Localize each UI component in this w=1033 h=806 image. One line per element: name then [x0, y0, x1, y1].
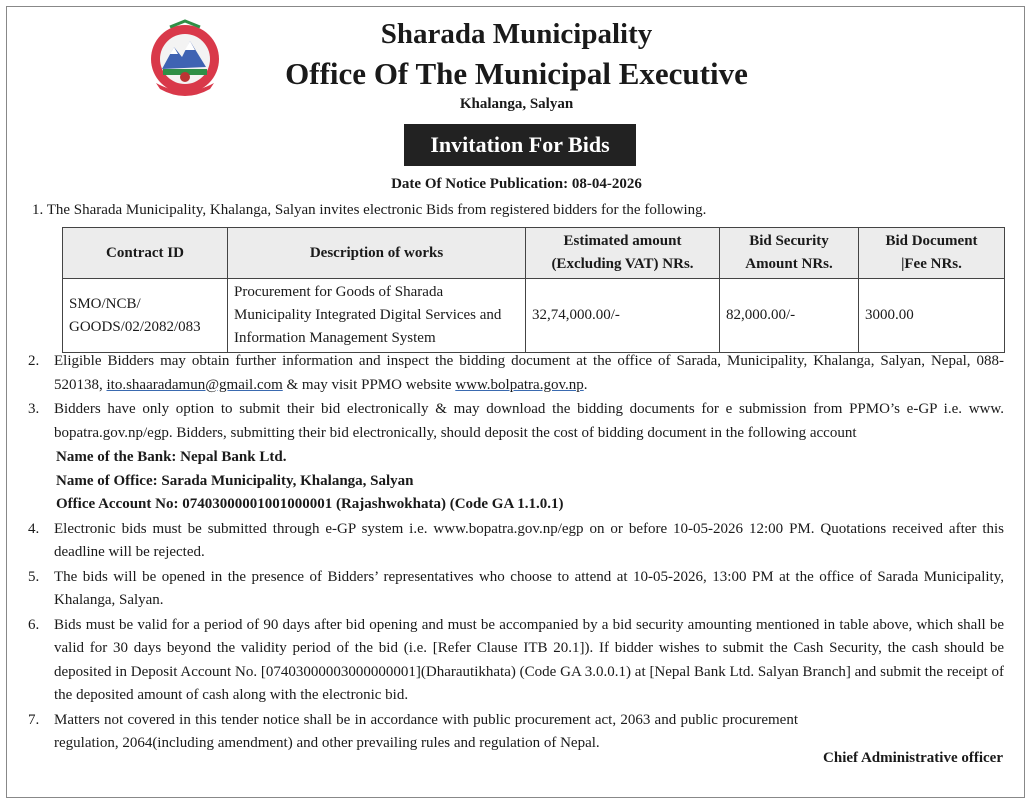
signature-title: Chief Administrative officer [823, 750, 1003, 766]
list-item: 6. Bids must be valid for a period of 90 days after bid opening and must be accompanied by a bid security amounting mentioned in table above, which shall be valid for 30 days beyond the validity period of the bid (i.e. [Refer Clause ITB 20.1]). If bidder wishes to submit the Cash Security, the cash should be deposited in Deposit Account No. [07403000003000000001](Dharautikhata) (Code GA 3.0.0.1) at [Nepal Bank Ltd. Salyan Branch] and submit the receipt of the deposited amount of cash along with the electronic bid. [28, 616, 1004, 703]
cell-security: 82,000.00/- [720, 279, 859, 353]
header-estimated: Estimated amount (Excluding VAT) NRs. [526, 228, 720, 279]
list-item: 5. The bids will be opened in the presence of Bidders’ representatives who choose to attend at 10-05-2026, 13:00 PM at the office of Sarada Municipality, Khalanga, Salyan. [28, 568, 1004, 608]
office-title: Office Of The Municipal Executive [285, 56, 748, 91]
ppmo-website-link[interactable]: www.bolpatra.gov.np [455, 376, 584, 393]
invitation-badge: Invitation For Bids [404, 124, 636, 166]
header-document-fee: Bid Document |Fee NRs. [859, 228, 1005, 279]
table-row [63, 279, 1005, 353]
cell-description: Procurement for Goods of Sharada Municipality Integrated Digital Services and Information Management System [228, 279, 526, 353]
header-bid-security: Bid Security Amount NRs. [720, 228, 859, 279]
intro-paragraph: 1. The Sharada Municipality, Khalanga, Salyan invites electronic Bids from registered bidders for the following. [32, 202, 707, 218]
cell-fee: 3000.00 [859, 279, 1005, 353]
cell-estimated: 32,74,000.00/- [526, 279, 720, 353]
publication-date: Date Of Notice Publication: 08-04-2026 [391, 176, 642, 192]
header-description: Description of works [228, 228, 526, 279]
municipality-title: Sharada Municipality [380, 18, 653, 50]
cell-contract-id: SMO/NCB/ GOODS/02/2082/083 [63, 279, 228, 353]
office-name: Name of Office: Sarada Municipality, Khalanga, Salyan [56, 472, 414, 489]
list-item: 7. Matters not covered in this tender notice shall be in accordance with public procurement act, 2063 and public procurement regulation, 2064(including amendment) and other prevailing rules and regulation of Nepal. [28, 711, 798, 751]
list-item: 2. Eligible Bidders may obtain further information and inspect the bidding document at the office of Sarada, Municipality, Khalanga, Salyan, Nepal, 088-520138, ito.shaaradamun@gmail.com & may visit PPMO website www.bolpatra.gov.np. [28, 353, 1004, 393]
list-item: 4. Electronic bids must be submitted through e-GP system i.e. www.bopatra.gov.np/egp on or before 10-05-2026 12:00 PM. Quotations received after this deadline will be rejected. [28, 520, 1004, 560]
header-contract-id: Contract ID [63, 228, 228, 279]
table-header-row [63, 228, 1005, 279]
notice-items [28, 350, 1004, 757]
email-link[interactable]: ito.shaaradamun@gmail.com [106, 376, 283, 393]
list-item: 3. Bidders have only option to submit their bid electronically & may download the bidding documents for e submission from PPMO’s e-GP i.e. www. bopatra.gov.np/egp. Bidders, submitting their bid electronically, should deposit the cost of bidding document in the following account [28, 401, 1004, 441]
bank-name: Name of the Bank: Nepal Bank Ltd. [56, 449, 287, 465]
office-account: Office Account No: 07403000001001000001 (Rajashwokhata) (Code GA 1.1.0.1) [56, 496, 564, 512]
location-text: Khalanga, Salyan [459, 96, 574, 112]
bid-table [62, 227, 1005, 353]
